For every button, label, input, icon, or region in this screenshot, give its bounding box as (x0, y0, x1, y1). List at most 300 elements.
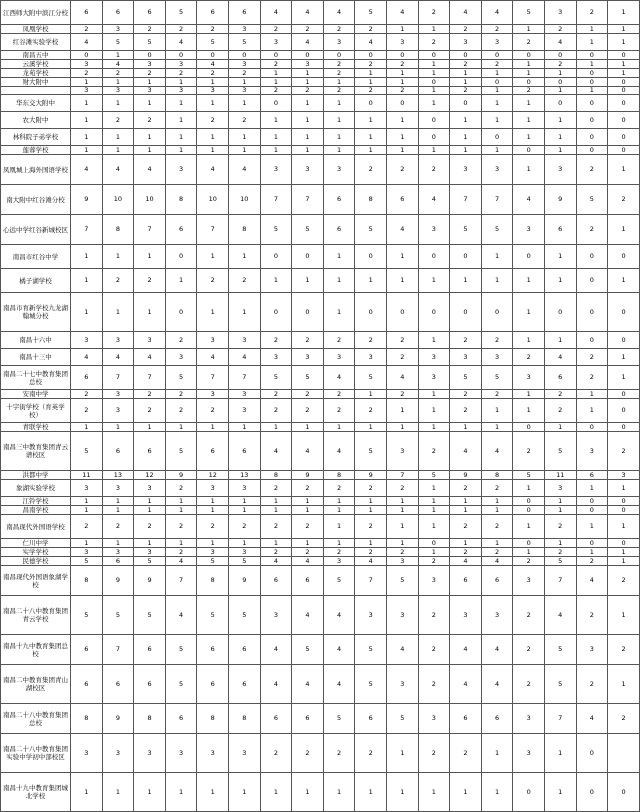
quota-cell: 3 (102, 87, 134, 95)
quota-cell: 4 (450, 1, 482, 25)
quota-cell: 4 (197, 349, 229, 366)
quota-cell: 7 (197, 215, 229, 245)
quota-cell: 1 (386, 515, 418, 539)
table-row (1, 366, 640, 390)
quota-cell: 1 (134, 95, 166, 112)
quota-cell: 1 (481, 773, 513, 812)
quota-cell: 5 (260, 215, 292, 245)
quota-cell: 2 (292, 87, 324, 95)
quota-cell: 7 (450, 185, 482, 215)
quota-cell: 4 (323, 635, 355, 665)
table-row (1, 78, 640, 87)
quota-cell: 3 (260, 596, 292, 635)
quota-cell: 5 (355, 635, 387, 665)
quota-cell: 0 (418, 293, 450, 332)
quota-cell: 3 (418, 566, 450, 596)
quota-cell: 1 (386, 539, 418, 548)
school-name-cell: 民德学校 (1, 557, 71, 566)
quota-cell: 1 (481, 506, 513, 515)
quota-cell: 1 (197, 506, 229, 515)
school-name-cell: 南昌三中教育集团青云谱校区 (1, 432, 71, 471)
quota-cell: 1 (481, 87, 513, 95)
school-name-cell: 南昌现代外国语象湖学校 (1, 566, 71, 596)
quota-cell: 1 (544, 539, 576, 548)
quota-cell: 3 (513, 366, 545, 390)
quota-cell: 1 (544, 112, 576, 129)
quota-cell: 1 (355, 112, 387, 129)
school-name-cell: 南昌二中教育集团青山湖校区 (1, 665, 71, 704)
quota-cell: 2 (134, 399, 166, 423)
quota-cell: 1 (292, 539, 324, 548)
quota-cell: 0 (292, 245, 324, 269)
quota-cell: 2 (481, 60, 513, 69)
quota-cell: 0 (165, 51, 197, 60)
quota-cell: 1 (608, 557, 640, 566)
quota-cell: 1 (608, 25, 640, 34)
quota-cell: 1 (260, 112, 292, 129)
quota-cell: 1 (197, 293, 229, 332)
quota-cell: 3 (197, 734, 229, 773)
quota-cell: 7 (260, 185, 292, 215)
quota-cell: 2 (165, 390, 197, 399)
quota-cell: 1 (418, 497, 450, 506)
quota-cell: 2 (450, 548, 482, 557)
quota-cell: 9 (102, 566, 134, 596)
quota-cell: 1 (513, 548, 545, 557)
quota-cell: 0 (513, 497, 545, 506)
quota-cell: 2 (323, 69, 355, 78)
quota-cell: 6 (165, 215, 197, 245)
quota-cell: 1 (71, 293, 103, 332)
quota-cell: 0 (513, 245, 545, 269)
quota-cell: 1 (450, 269, 482, 293)
quota-cell: 1 (229, 129, 261, 146)
quota-cell: 1 (165, 506, 197, 515)
quota-cell: 1 (102, 539, 134, 548)
quota-cell: 6 (134, 665, 166, 704)
quota-cell: 12 (197, 471, 229, 480)
quota-cell: 2 (576, 1, 608, 25)
quota-cell: 9 (134, 566, 166, 596)
quota-cell: 0 (576, 69, 608, 78)
quota-cell: 1 (608, 480, 640, 497)
quota-cell: 1 (71, 129, 103, 146)
quota-cell: 11 (71, 471, 103, 480)
quota-cell: 2 (386, 60, 418, 69)
quota-cell: 0 (576, 539, 608, 548)
quota-cell: 4 (229, 349, 261, 366)
quota-cell: 2 (292, 548, 324, 557)
quota-cell: 3 (386, 432, 418, 471)
quota-cell: 1 (134, 78, 166, 87)
quota-cell: 2 (355, 87, 387, 95)
quota-cell: 3 (292, 155, 324, 185)
quota-cell: 2 (323, 60, 355, 69)
quota-cell: 5 (386, 566, 418, 596)
quota-cell: 2 (418, 432, 450, 471)
quota-cell: 2 (229, 515, 261, 539)
quota-cell: 1 (450, 78, 482, 87)
quota-cell: 1 (513, 399, 545, 423)
quota-cell: 1 (323, 515, 355, 539)
quota-cell: 1 (418, 390, 450, 399)
quota-cell: 2 (513, 665, 545, 704)
quota-cell: 2 (197, 112, 229, 129)
quota-cell: 1 (229, 539, 261, 548)
quota-cell: 2 (165, 25, 197, 34)
quota-cell: 3 (102, 25, 134, 34)
quota-cell: 8 (260, 471, 292, 480)
school-name-cell: 华东交大附中 (1, 95, 71, 112)
quota-cell: 4 (513, 185, 545, 215)
table-row (1, 480, 640, 497)
quota-cell: 5 (165, 1, 197, 25)
school-name-cell: 南昌五中 (1, 51, 71, 60)
quota-cell: 2 (260, 480, 292, 497)
quota-cell: 2 (418, 635, 450, 665)
quota-cell: 1 (197, 245, 229, 269)
quota-cell: 1 (229, 78, 261, 87)
quota-cell: 4 (292, 432, 324, 471)
quota-cell: 4 (544, 34, 576, 51)
quota-cell: 3 (134, 60, 166, 69)
quota-cell: 1 (481, 112, 513, 129)
quota-cell: 0 (576, 78, 608, 87)
quota-cell: 4 (386, 366, 418, 390)
quota-cell: 0 (608, 112, 640, 129)
quota-cell: 5 (165, 635, 197, 665)
table-row (1, 390, 640, 399)
quota-cell: 0 (576, 506, 608, 515)
quota-cell: 3 (165, 155, 197, 185)
quota-cell: 3 (355, 596, 387, 635)
quota-cell: 1 (418, 95, 450, 112)
quota-cell: 2 (513, 432, 545, 471)
quota-cell: 1 (513, 480, 545, 497)
quota-cell: 1 (513, 69, 545, 78)
quota-cell: 2 (544, 60, 576, 69)
school-name-cell: 青联学校 (1, 423, 71, 432)
quota-cell: 3 (165, 60, 197, 69)
quota-cell: 1 (165, 112, 197, 129)
quota-cell: 2 (323, 332, 355, 349)
quota-cell: 1 (323, 146, 355, 155)
quota-cell: 2 (450, 515, 482, 539)
quota-cell: 2 (260, 548, 292, 557)
quota-cell: 7 (229, 366, 261, 390)
quota-cell: 3 (513, 704, 545, 734)
quota-cell: 6 (386, 185, 418, 215)
quota-cell: 3 (323, 155, 355, 185)
quota-cell: 2 (292, 515, 324, 539)
quota-cell: 2 (418, 665, 450, 704)
quota-cell: 2 (608, 704, 640, 734)
table-row (1, 129, 640, 146)
quota-cell: 5 (292, 366, 324, 390)
quota-cell: 1 (450, 497, 482, 506)
quota-cell: 1 (197, 78, 229, 87)
quota-cell: 6 (576, 471, 608, 480)
quota-cell: 2 (260, 734, 292, 773)
quota-cell: 2 (576, 596, 608, 635)
quota-cell: 0 (608, 399, 640, 423)
table-row (1, 432, 640, 471)
quota-cell: 3 (450, 155, 482, 185)
quota-cell: 2 (134, 112, 166, 129)
school-name-cell: 橘子湖学校 (1, 269, 71, 293)
quota-cell: 2 (197, 515, 229, 539)
quota-cell: 0 (418, 51, 450, 60)
school-name-cell: 昌南学校 (1, 506, 71, 515)
quota-cell: 9 (102, 704, 134, 734)
table-row (1, 471, 640, 480)
quota-cell: 5 (165, 366, 197, 390)
table-row (1, 34, 640, 51)
quota-cell: 1 (513, 332, 545, 349)
quota-cell: 1 (608, 665, 640, 704)
quota-cell: 2 (71, 25, 103, 34)
quota-cell: 4 (260, 1, 292, 25)
quota-cell: 1 (71, 773, 103, 812)
quota-cell: 8 (323, 471, 355, 480)
quota-cell: 1 (323, 773, 355, 812)
quota-cell: 1 (355, 539, 387, 548)
quota-cell: 2 (165, 399, 197, 423)
table-row (1, 332, 640, 349)
quota-cell: 4 (355, 557, 387, 566)
school-name-cell: 龙苑学校 (1, 69, 71, 78)
quota-cell: 1 (544, 245, 576, 269)
quota-cell: 1 (386, 734, 418, 773)
quota-cell: 1 (260, 506, 292, 515)
quota-cell: 2 (481, 515, 513, 539)
quota-cell: 3 (450, 596, 482, 635)
quota-cell: 5 (165, 432, 197, 471)
quota-cell: 3 (418, 349, 450, 366)
quota-cell: 1 (513, 60, 545, 69)
quota-cell: 9 (165, 471, 197, 480)
quota-cell: 2 (134, 69, 166, 78)
quota-cell: 3 (292, 60, 324, 69)
quota-cell: 6 (450, 704, 482, 734)
quota-cell: 1 (197, 773, 229, 812)
quota-cell: 3 (229, 480, 261, 497)
quota-cell: 2 (134, 515, 166, 539)
quota-cell: 0 (576, 773, 608, 812)
table-row (1, 423, 640, 432)
quota-cell: 1 (450, 506, 482, 515)
quota-cell: 3 (71, 60, 103, 69)
quota-cell: 3 (102, 332, 134, 349)
quota-cell: 9 (544, 185, 576, 215)
quota-cell: 0 (608, 78, 640, 87)
quota-cell: 1 (355, 497, 387, 506)
quota-cell: 1 (386, 269, 418, 293)
quota-cell: 2 (608, 635, 640, 665)
quota-cell: 2 (513, 596, 545, 635)
quota-cell: 4 (71, 349, 103, 366)
quota-cell: 3 (102, 548, 134, 557)
quota-cell: 1 (355, 69, 387, 78)
quota-cell: 0 (544, 293, 576, 332)
quota-cell: 5 (481, 215, 513, 245)
quota-cell: 7 (102, 366, 134, 390)
quota-cell: 3 (229, 87, 261, 95)
quota-cell: 0 (355, 51, 387, 60)
quota-cell: 2 (229, 269, 261, 293)
quota-cell: 1 (608, 215, 640, 245)
quota-cell: 5 (355, 215, 387, 245)
school-name-cell: 南昌十九中教育集团总校 (1, 635, 71, 665)
quota-cell: 1 (260, 773, 292, 812)
quota-cell: 2 (418, 155, 450, 185)
quota-cell: 1 (292, 506, 324, 515)
quota-cell: 1 (102, 51, 134, 60)
quota-cell: 1 (165, 773, 197, 812)
quota-cell: 2 (355, 480, 387, 497)
quota-cell: 3 (608, 471, 640, 480)
quota-cell: 1 (71, 146, 103, 155)
quota-cell: 1 (418, 480, 450, 497)
quota-cell: 1 (355, 129, 387, 146)
quota-cell: 2 (576, 665, 608, 704)
quota-cell: 3 (229, 399, 261, 423)
quota-cell: 1 (355, 506, 387, 515)
quota-cell: 7 (71, 215, 103, 245)
quota-cell: 1 (576, 87, 608, 95)
quota-cell: 1 (576, 25, 608, 34)
school-name-cell: 云溪学校 (1, 60, 71, 69)
quota-cell: 2 (450, 734, 482, 773)
quota-cell: 2 (134, 269, 166, 293)
quota-cell: 1 (134, 146, 166, 155)
quota-cell: 1 (323, 129, 355, 146)
quota-cell: 1 (323, 539, 355, 548)
quota-cell: 6 (134, 1, 166, 25)
quota-cell: 6 (323, 185, 355, 215)
quota-cell: 5 (323, 566, 355, 596)
quota-cell: 5 (134, 557, 166, 566)
quota-cell: 5 (513, 1, 545, 25)
quota-cell: 2 (450, 399, 482, 423)
quota-cell: 3 (229, 25, 261, 34)
quota-cell: 11 (544, 471, 576, 480)
quota-cell: 1 (608, 349, 640, 366)
table-row (1, 51, 640, 60)
quota-cell: 1 (165, 129, 197, 146)
school-name-cell: 实学学校 (1, 548, 71, 557)
quota-cell: 5 (229, 596, 261, 635)
quota-cell: 1 (450, 112, 482, 129)
quota-cell: 3 (481, 596, 513, 635)
quota-cell: 7 (165, 566, 197, 596)
quota-cell: 1 (544, 734, 576, 773)
quota-cell: 1 (323, 112, 355, 129)
quota-cell: 3 (165, 349, 197, 366)
quota-cell: 8 (229, 704, 261, 734)
quota-cell: 0 (608, 497, 640, 506)
quota-cell: 2 (229, 112, 261, 129)
quota-cell: 1 (513, 390, 545, 399)
table-row (1, 506, 640, 515)
quota-cell: 1 (165, 539, 197, 548)
school-name-cell: 南昌二十八中教育集团总校 (1, 704, 71, 734)
quota-cell: 4 (450, 557, 482, 566)
quota-cell: 2 (418, 557, 450, 566)
quota-cell: 2 (576, 366, 608, 390)
quota-cell: 2 (292, 390, 324, 399)
quota-cell: 4 (386, 1, 418, 25)
quota-cell: 1 (134, 497, 166, 506)
quota-cell: 1 (513, 155, 545, 185)
quota-cell: 6 (292, 704, 324, 734)
quota-cell: 1 (323, 245, 355, 269)
quota-cell: 0 (513, 423, 545, 432)
quota-cell: 2 (165, 69, 197, 78)
table-row (1, 734, 640, 773)
quota-cell: 2 (197, 399, 229, 423)
quota-cell: 1 (71, 423, 103, 432)
quota-cell: 2 (134, 25, 166, 34)
quota-cell: 2 (355, 399, 387, 423)
quota-cell: 1 (165, 78, 197, 87)
quota-cell: 8 (134, 704, 166, 734)
quota-cell: 1 (418, 506, 450, 515)
quota-cell: 4 (102, 155, 134, 185)
quota-cell: 6 (450, 566, 482, 596)
school-name-cell: 江铃学校 (1, 497, 71, 506)
school-name-cell: 莲蓉学校 (1, 146, 71, 155)
quota-cell: 3 (544, 1, 576, 25)
quota-cell: 2 (386, 332, 418, 349)
quota-cell: 1 (292, 69, 324, 78)
quota-cell: 1 (229, 95, 261, 112)
school-name-cell: 洪都中学 (1, 471, 71, 480)
quota-cell: 3 (165, 87, 197, 95)
quota-cell: 1 (292, 773, 324, 812)
quota-cell: 3 (102, 480, 134, 497)
quota-cell: 3 (481, 349, 513, 366)
quota-cell: 0 (481, 78, 513, 87)
table-row (1, 293, 640, 332)
quota-cell: 1 (165, 423, 197, 432)
quota-cell: 3 (71, 548, 103, 557)
quota-cell: 1 (576, 390, 608, 399)
quota-cell: 1 (229, 146, 261, 155)
school-name-cell: 象湖实验学校 (1, 480, 71, 497)
quota-cell: 0 (608, 245, 640, 269)
quota-cell: 0 (418, 112, 450, 129)
quota-cell: 0 (608, 332, 640, 349)
quota-cell: 8 (229, 215, 261, 245)
quota-cell: 1 (544, 506, 576, 515)
school-name-cell: 南昌十九中教育集团城北学校 (1, 773, 71, 812)
quota-cell: 3 (165, 734, 197, 773)
quota-cell: 4 (450, 432, 482, 471)
quota-cell: 2 (386, 155, 418, 185)
quota-cell: 1 (544, 269, 576, 293)
quota-cell: 2 (481, 548, 513, 557)
quota-cell: 3 (355, 349, 387, 366)
quota-cell: 5 (323, 704, 355, 734)
quota-cell: 1 (418, 548, 450, 557)
quota-cell: 1 (134, 423, 166, 432)
quota-cell: 2 (102, 515, 134, 539)
quota-cell: 2 (544, 25, 576, 34)
quota-cell: 3 (134, 87, 166, 95)
quota-cell: 5 (450, 215, 482, 245)
quota-cell: 4 (260, 432, 292, 471)
